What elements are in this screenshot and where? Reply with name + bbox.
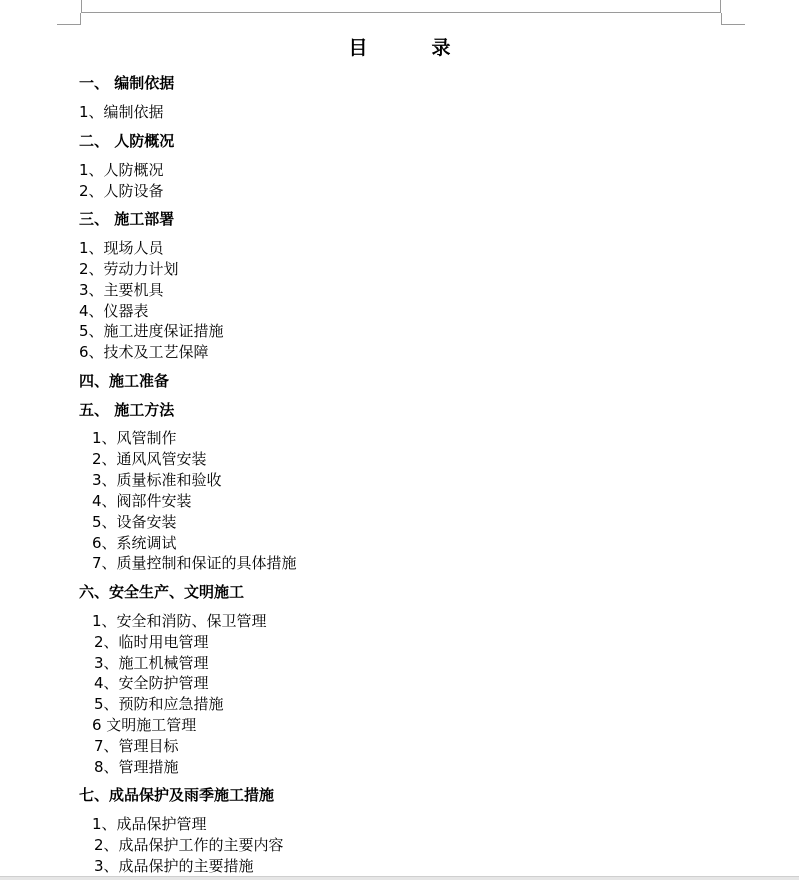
toc-item[interactable]: 1、成品保护管理 <box>92 815 207 833</box>
toc-item[interactable]: 1、安全和消防、保卫管理 <box>92 612 267 630</box>
toc-item[interactable]: 4、仪器表 <box>79 302 149 320</box>
toc-item[interactable]: 6、技术及工艺保障 <box>79 343 209 361</box>
toc-item[interactable]: 4、阀部件安装 <box>92 492 192 510</box>
page-edge-top <box>81 12 721 13</box>
toc-item[interactable]: 1、编制依据 <box>79 103 164 121</box>
toc-item[interactable]: 1、人防概况 <box>79 161 164 179</box>
toc-item[interactable]: 3、成品保护的主要措施 <box>94 857 254 875</box>
corner-mark-left-v <box>80 13 81 25</box>
toc-item[interactable]: 7、管理目标 <box>94 737 179 755</box>
section-heading[interactable]: 三、 施工部署 <box>79 210 175 228</box>
toc-item[interactable]: 5、施工进度保证措施 <box>79 322 224 340</box>
page-edge-left <box>81 0 82 13</box>
section-heading[interactable]: 二、 人防概况 <box>79 132 175 150</box>
toc-title-char-2: 录 <box>431 37 451 59</box>
toc-item[interactable]: 2、成品保护工作的主要内容 <box>94 836 284 854</box>
toc-item[interactable]: 4、安全防护管理 <box>94 674 209 692</box>
toc-item[interactable]: 5、设备安装 <box>92 513 177 531</box>
toc-item[interactable]: 1、现场人员 <box>79 239 164 257</box>
corner-mark-right-v <box>721 13 722 25</box>
toc-title <box>0 33 799 60</box>
corner-mark-right <box>721 24 745 25</box>
section-heading[interactable]: 四、施工准备 <box>79 372 170 390</box>
section-heading[interactable]: 六、安全生产、文明施工 <box>79 583 245 601</box>
toc-item[interactable]: 3、质量标准和验收 <box>92 471 222 489</box>
section-heading[interactable]: 五、 施工方法 <box>79 401 175 419</box>
section-heading[interactable]: 一、 编制依据 <box>79 74 175 92</box>
toc-item[interactable]: 2、劳动力计划 <box>79 260 179 278</box>
page-edge-right <box>720 0 721 13</box>
corner-mark-left <box>57 24 81 25</box>
toc-item[interactable]: 3、施工机械管理 <box>94 654 209 672</box>
toc-item[interactable]: 3、主要机具 <box>79 281 164 299</box>
toc-item[interactable]: 5、预防和应急措施 <box>94 695 224 713</box>
toc-item[interactable]: 8、管理措施 <box>94 758 179 776</box>
toc-item[interactable]: 2、通风风管安装 <box>92 450 207 468</box>
toc-title-char-1: 目 <box>348 37 368 59</box>
toc-item[interactable]: 2、人防设备 <box>79 182 164 200</box>
toc-item[interactable]: 1、风管制作 <box>92 429 177 447</box>
toc-item[interactable]: 2、临时用电管理 <box>94 633 209 651</box>
toc-item[interactable]: 7、质量控制和保证的具体措施 <box>92 554 297 572</box>
page-bottom-edge <box>0 876 799 880</box>
toc-item[interactable]: 6、系统调试 <box>92 534 177 552</box>
section-heading[interactable]: 七、成品保护及雨季施工措施 <box>79 786 275 804</box>
toc-item[interactable]: 6 文明施工管理 <box>92 716 197 734</box>
